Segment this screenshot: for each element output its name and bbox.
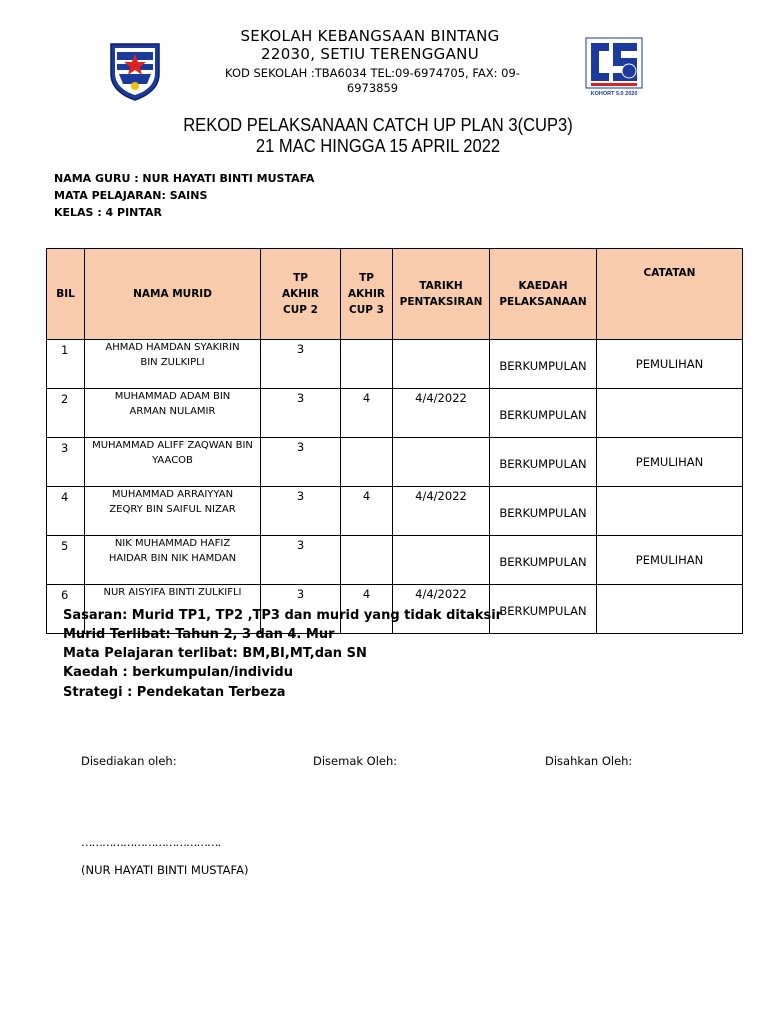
cell-bil: 4 — [47, 487, 85, 536]
cell-tarikh — [393, 340, 490, 389]
kohort-logo — [585, 37, 643, 101]
cell-tp-cup2: 3 — [261, 487, 341, 536]
column-header-tarikh-label: TARIKH PENTAKSIRAN — [399, 280, 483, 308]
school-crest-logo — [107, 40, 163, 102]
table-row — [47, 340, 743, 389]
cell-tp-cup2: 3 — [261, 340, 341, 389]
record-table — [46, 248, 743, 634]
note-sasaran: Sasaran: Murid TP1, TP2 ,TP3 dan murid yang tidak ditaksir — [63, 608, 503, 623]
cell-tp-cup3 — [341, 438, 393, 487]
column-header-tp-cup2-label: TP AKHIR CUP 2 — [281, 272, 320, 316]
school-contact-line: KOD SEKOLAH :TBA6034 TEL:09-6974705, FAX: 09-6973859 — [225, 66, 520, 95]
cell-tp-cup2: 3 — [261, 536, 341, 585]
cell-bil: 1 — [47, 340, 85, 389]
cell-tp-cup3 — [341, 536, 393, 585]
kohort-logo-text: KOHORT 5.0 2020 — [590, 91, 638, 97]
signature-approved-by-label: Disahkan Oleh: — [545, 754, 633, 768]
note-murid-terlibat: Murid Terlibat: Tahun 2, 3 dan 4. Mur — [63, 627, 335, 642]
teacher-name: NAMA GURU : NUR HAYATI BINTI MUSTAFA — [54, 172, 315, 185]
table-header-row — [47, 249, 743, 340]
cell-kaedah: BERKUMPULAN — [490, 585, 597, 634]
column-header-tarikh — [393, 249, 490, 340]
cell-tarikh — [393, 536, 490, 585]
cell-bil: 3 — [47, 438, 85, 487]
document-date-range: 21 MAC HINGGA 15 APRIL 2022 — [255, 136, 501, 156]
cell-catatan — [597, 389, 743, 438]
column-header-nama: NAMA MURID — [85, 249, 261, 340]
cell-kaedah: BERKUMPULAN — [490, 340, 597, 389]
table-row — [47, 438, 743, 487]
cell-tp-cup3: 4 — [341, 585, 393, 634]
column-header-tp-cup3 — [341, 249, 393, 340]
cell-tp-cup3: 4 — [341, 389, 393, 438]
column-header-catatan: CATATAN — [597, 249, 743, 340]
subject: MATA PELAJARAN: SAINS — [54, 189, 208, 202]
cell-tp-cup2: 3 — [261, 438, 341, 487]
signatory-name: (NUR HAYATI BINTI MUSTAFA) — [81, 863, 249, 877]
cell-tarikh — [393, 438, 490, 487]
signature-line: …………………………………. — [81, 835, 221, 849]
cell-kaedah: BERKUMPULAN — [490, 487, 597, 536]
cell-catatan — [597, 487, 743, 536]
class: KELAS : 4 PINTAR — [54, 206, 163, 219]
column-header-kaedah — [490, 249, 597, 340]
note-mata-pelajaran: Mata Pelajaran terlibat: BM,BI,MT,dan SN — [63, 646, 367, 661]
signature-prepared-by-label: Disediakan oleh: — [81, 754, 177, 768]
cell-tp-cup3: 4 — [341, 487, 393, 536]
school-name: SEKOLAH KEBANGSAAN BINTANG — [240, 27, 500, 45]
cell-kaedah: BERKUMPULAN — [490, 536, 597, 585]
cell-kaedah: BERKUMPULAN — [490, 389, 597, 438]
note-kaedah: Kaedah : berkumpulan/individu — [63, 665, 293, 680]
cell-nama: MUHAMMAD ADAM BIN ARMAN NULAMIR — [85, 389, 261, 438]
cell-bil: 5 — [47, 536, 85, 585]
column-header-tp-cup3-label: TP AKHIR CUP 3 — [347, 272, 386, 316]
cell-catatan — [597, 585, 743, 634]
table-row — [47, 536, 743, 585]
note-strategi: Strategi : Pendekatan Terbeza — [63, 685, 286, 700]
cell-tp-cup2: 3 — [261, 585, 341, 634]
cell-catatan: PEMULIHAN — [597, 340, 743, 389]
school-address: 22030, SETIU TERENGGANU — [261, 45, 479, 63]
cell-tarikh: 4/4/2022 — [393, 389, 490, 438]
table-row — [47, 487, 743, 536]
column-header-tp-cup2 — [261, 249, 341, 340]
document-title: REKOD PELAKSANAAN CATCH UP PLAN 3(CUP3) — [183, 115, 573, 135]
cell-nama: NIK MUHAMMAD HAFIZ HAIDAR BIN NIK HAMDAN — [85, 536, 261, 585]
cell-nama: AHMAD HAMDAN SYAKIRIN BIN ZULKIPLI — [85, 340, 261, 389]
cell-tp-cup2: 3 — [261, 389, 341, 438]
cell-tarikh: 4/4/2022 — [393, 585, 490, 634]
cell-tarikh: 4/4/2022 — [393, 487, 490, 536]
column-header-kaedah-label: KAEDAH PELAKSANAAN — [499, 280, 587, 308]
cell-catatan: PEMULIHAN — [597, 536, 743, 585]
cell-catatan: PEMULIHAN — [597, 438, 743, 487]
cell-nama: MUHAMMAD ALIFF ZAQWAN BIN YAACOB — [85, 438, 261, 487]
table-row — [47, 389, 743, 438]
cell-kaedah: BERKUMPULAN — [490, 438, 597, 487]
cell-bil: 6 — [47, 585, 85, 634]
cell-nama: NUR AISYIFA BINTI ZULKIFLI — [85, 585, 261, 634]
cell-bil: 2 — [47, 389, 85, 438]
signature-checked-by-label: Disemak Oleh: — [313, 754, 398, 768]
cell-tp-cup3 — [341, 340, 393, 389]
column-header-bil: BIL — [47, 249, 85, 340]
cell-nama: MUHAMMAD ARRAIYYAN ZEQRY BIN SAIFUL NIZAR — [85, 487, 261, 536]
